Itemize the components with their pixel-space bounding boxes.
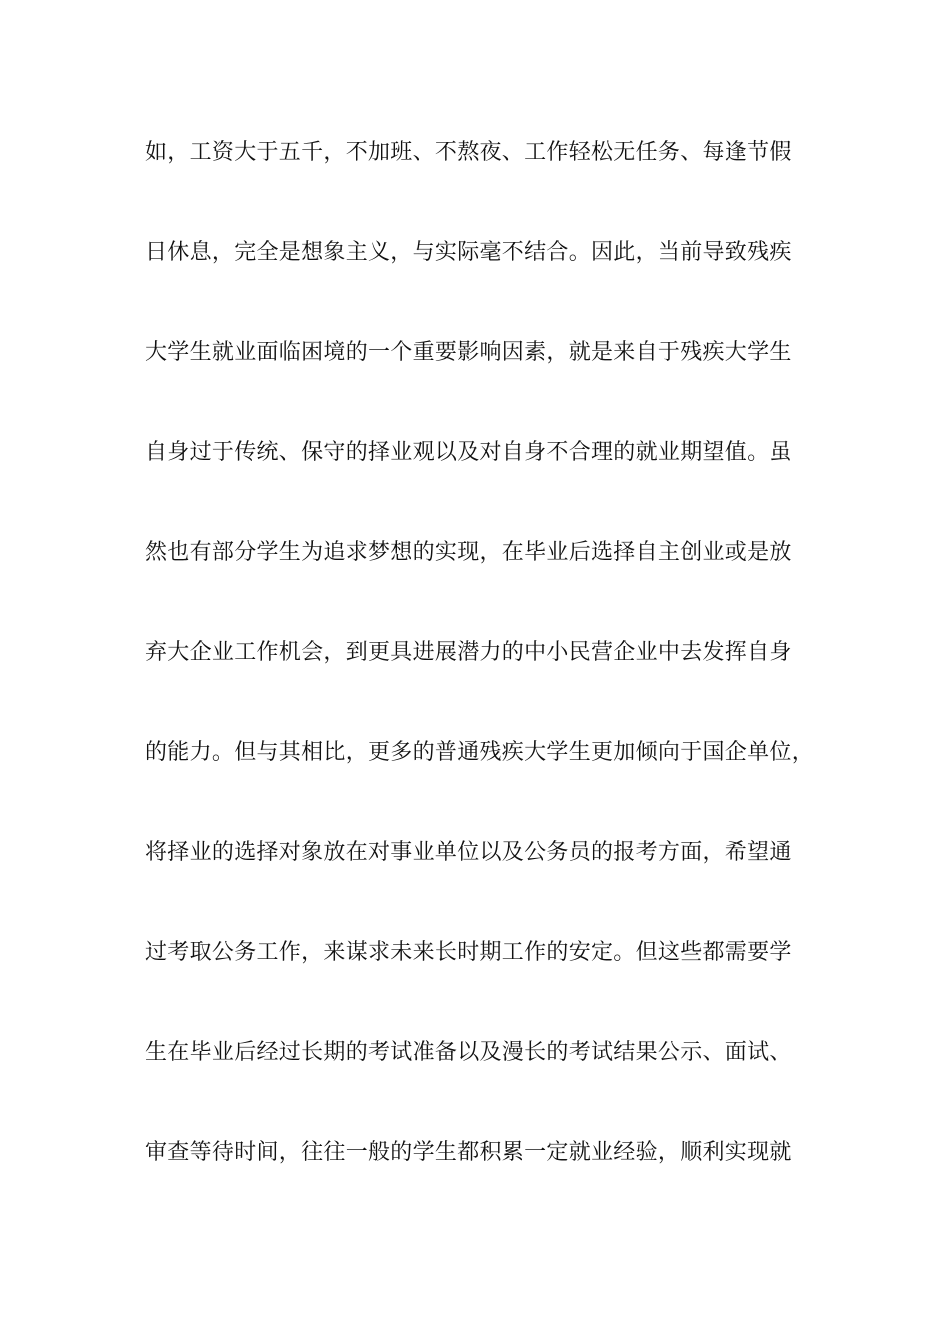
body-paragraph (145, 130, 835, 1230)
text-line: 日休息，完全是想象主义，与实际毫不结合。因此，当前导致残疾 (145, 240, 792, 265)
text-line: 审查等待时间，往往一般的学生都积累一定就业经验，顺利实现就 (145, 1140, 792, 1165)
text-line: 如，工资大于五千，不加班、不熬夜、工作轻松无任务、每逢节假 (145, 140, 792, 165)
text-line: 的能力。但与其相比，更多的普通残疾大学生更加倾向于国企单位， (145, 740, 815, 765)
text-line: 自身过于传统、保守的择业观以及对自身不合理的就业期望值。虽 (145, 440, 792, 465)
text-line: 然也有部分学生为追求梦想的实现，在毕业后选择自主创业或是放 (145, 540, 792, 565)
text-line: 弃大企业工作机会，到更具进展潜力的中小民营企业中去发挥自身 (145, 640, 792, 665)
text-line: 大学生就业面临困境的一个重要影响因素，就是来自于残疾大学生 (145, 340, 792, 365)
text-line: 过考取公务工作，来谋求未来长时期工作的安定。但这些都需要学 (145, 940, 792, 965)
text-line: 生在毕业后经过长期的考试准备以及漫长的考试结果公示、面试、 (145, 1040, 792, 1065)
text-line: 将择业的选择对象放在对事业单位以及公务员的报考方面，希望通 (145, 840, 792, 865)
